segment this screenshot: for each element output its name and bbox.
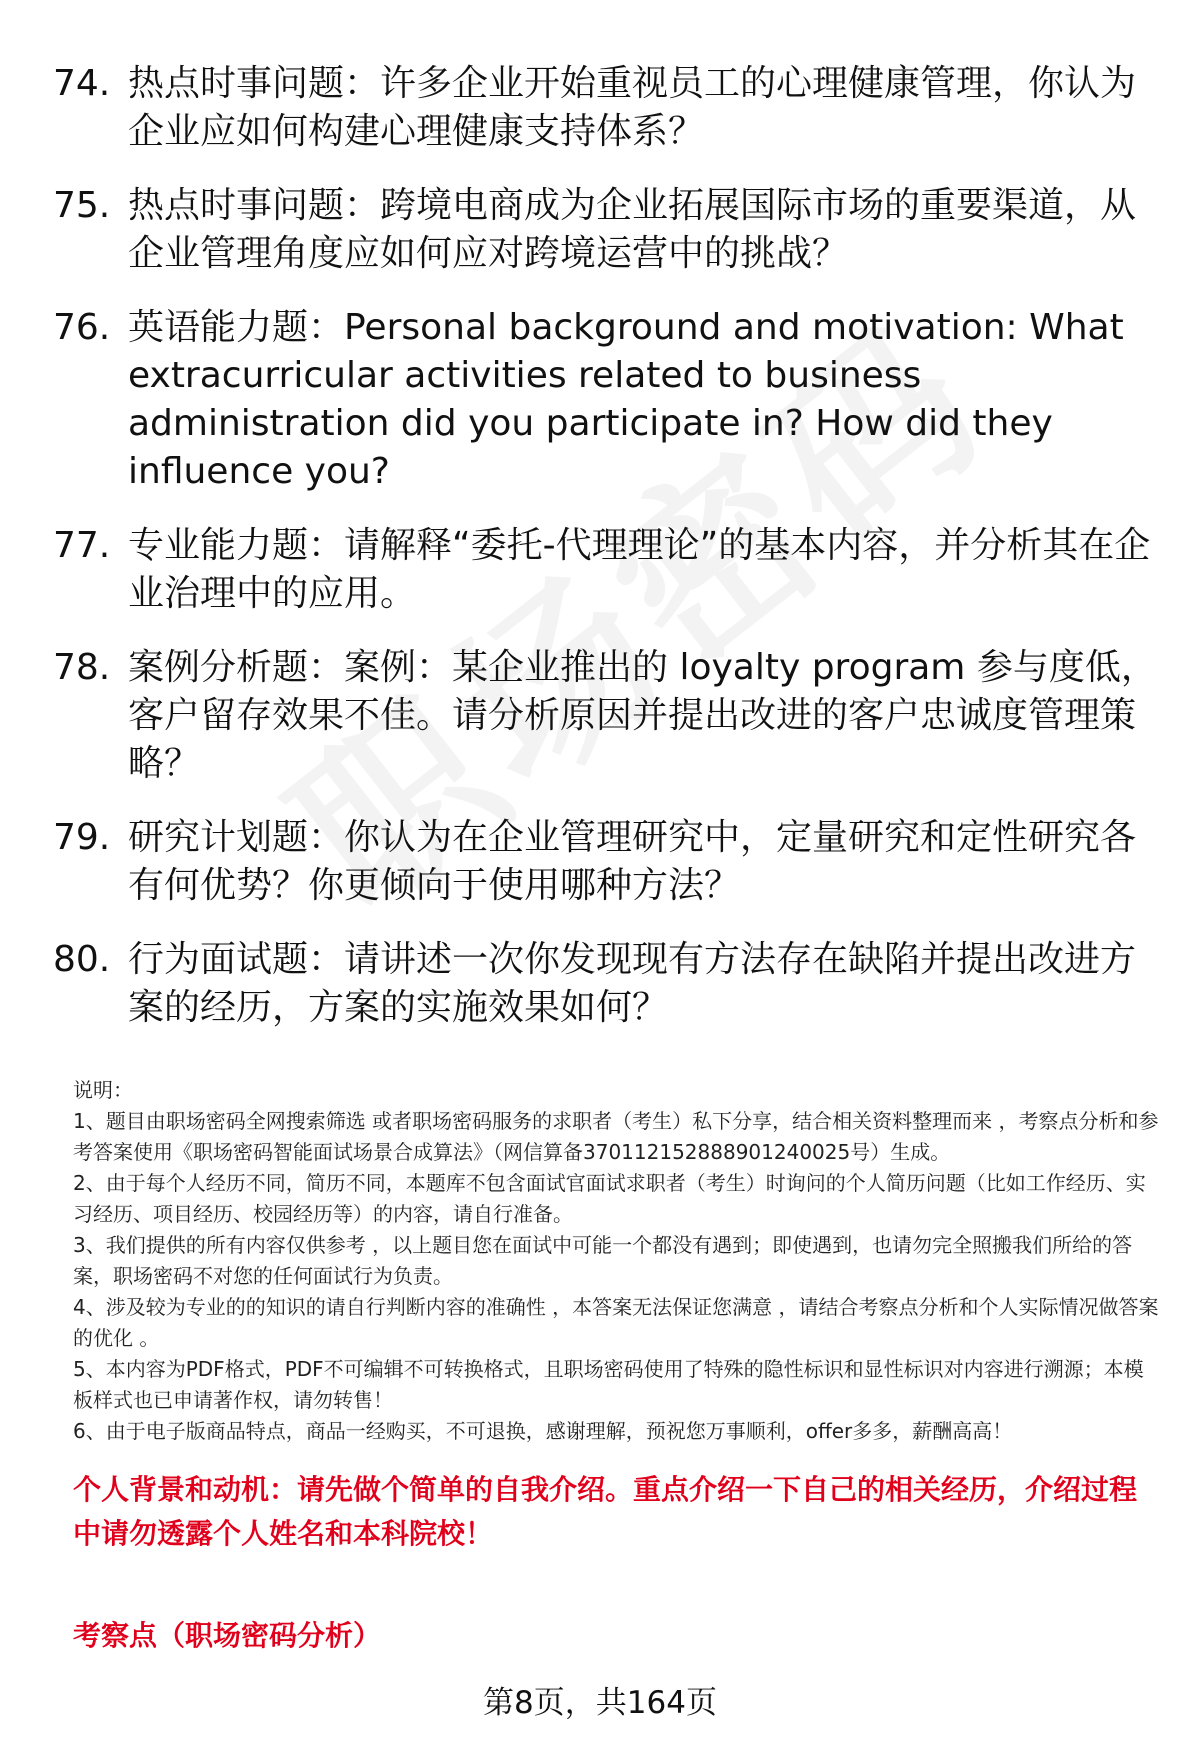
question-item [53,936,1163,1032]
question-text: 研究计划题：你认为在企业管理研究中，定量研究和定性研究各有何优势？你更倾向于使用哪种方法？ [128,817,1137,906]
note-item: 6、由于电子版商品特点，商品一经购买，不可退换，感谢理解，预祝您万事顺利，offer多多，薪酬高高！ [73,1419,1013,1443]
question-number: 77. [53,525,111,566]
note-item: 3、我们提供的所有内容仅供参考 ，以上题目您在面试中可能一个都没有遇到；即使遇到，也请勿完全照搬我们所给的答案，职场密码不对您的任何面试行为负责。 [73,1233,1133,1288]
notes-heading: 说明： [73,1078,133,1102]
note-item: 2、由于每个人经历不同，简历不同，本题库不包含面试官面试求职者（考生）时询问的个人简历问题（比如工作经历、实习经历、项目经历、校园经历等）的内容，请自行准备。 [73,1171,1146,1226]
question-list [53,60,1163,1058]
question-text: 专业能力题：请解释“委托-代理理论”的基本内容，并分析其在企业治理中的应用。 [128,525,1151,614]
page-footer: 第8页，共164页 [483,1685,717,1721]
question-text: 热点时事问题：跨境电商成为企业拓展国际市场的重要渠道，从企业管理角度应如何应对跨境运营中的挑战？ [128,185,1137,274]
question-text: 英语能力题：Personal background and motivation: What extracurricular activities related to business administration did you participate in? How did they influence you? [128,307,1124,492]
intro-question: 个人背景和动机：请先做个简单的自我介绍。重点介绍一下自己的相关经历，介绍过程中请勿透露个人姓名和本科院校！ [73,1473,1138,1550]
question-number: 79. [53,817,111,858]
note-item: 1、题目由职场密码全网搜索筛选 或者职场密码服务的求职者（考生）私下分享，结合相关资料整理而来 ，考察点分析和参考答案使用《职场密码智能面试场景合成算法》（网信算备370112152888901240025号）生成。 [73,1109,1159,1164]
question-text: 行为面试题：请讲述一次你发现现有方法存在缺陷并提出改进方案的经历，方案的实施效果如何？ [128,939,1137,1028]
notes-section [73,1075,1163,1447]
question-number: 76. [53,307,111,348]
question-item [53,60,1163,156]
question-number: 74. [53,63,111,104]
question-item [53,304,1163,496]
note-item: 4、涉及较为专业的的知识的请自行判断内容的准确性 ，本答案无法保证您满意 ，请结合考察点分析和个人实际情况做答案的优化 。 [73,1295,1159,1350]
section-title: 考察点（职场密码分析） [73,1619,382,1652]
note-item: 5、本内容为PDF格式，PDF不可编辑不可转换格式，且职场密码使用了特殊的隐性标识和显性标识对内容进行溯源；本模板样式也已申请著作权，请勿转售！ [73,1357,1144,1412]
question-text: 热点时事问题：许多企业开始重视员工的心理健康管理，你认为企业应如何构建心理健康支持体系？ [128,63,1137,152]
question-number: 80. [53,939,111,980]
question-text: 案例分析题：案例：某企业推出的 loyalty program 参与度低，客户留存效果不佳。请分析原因并提出改进的客户忠诚度管理策略？ [128,647,1157,784]
question-item [53,814,1163,910]
question-item [53,522,1163,618]
question-item [53,182,1163,278]
question-number: 75. [53,185,111,226]
question-item [53,644,1163,788]
question-number: 78. [53,647,111,688]
